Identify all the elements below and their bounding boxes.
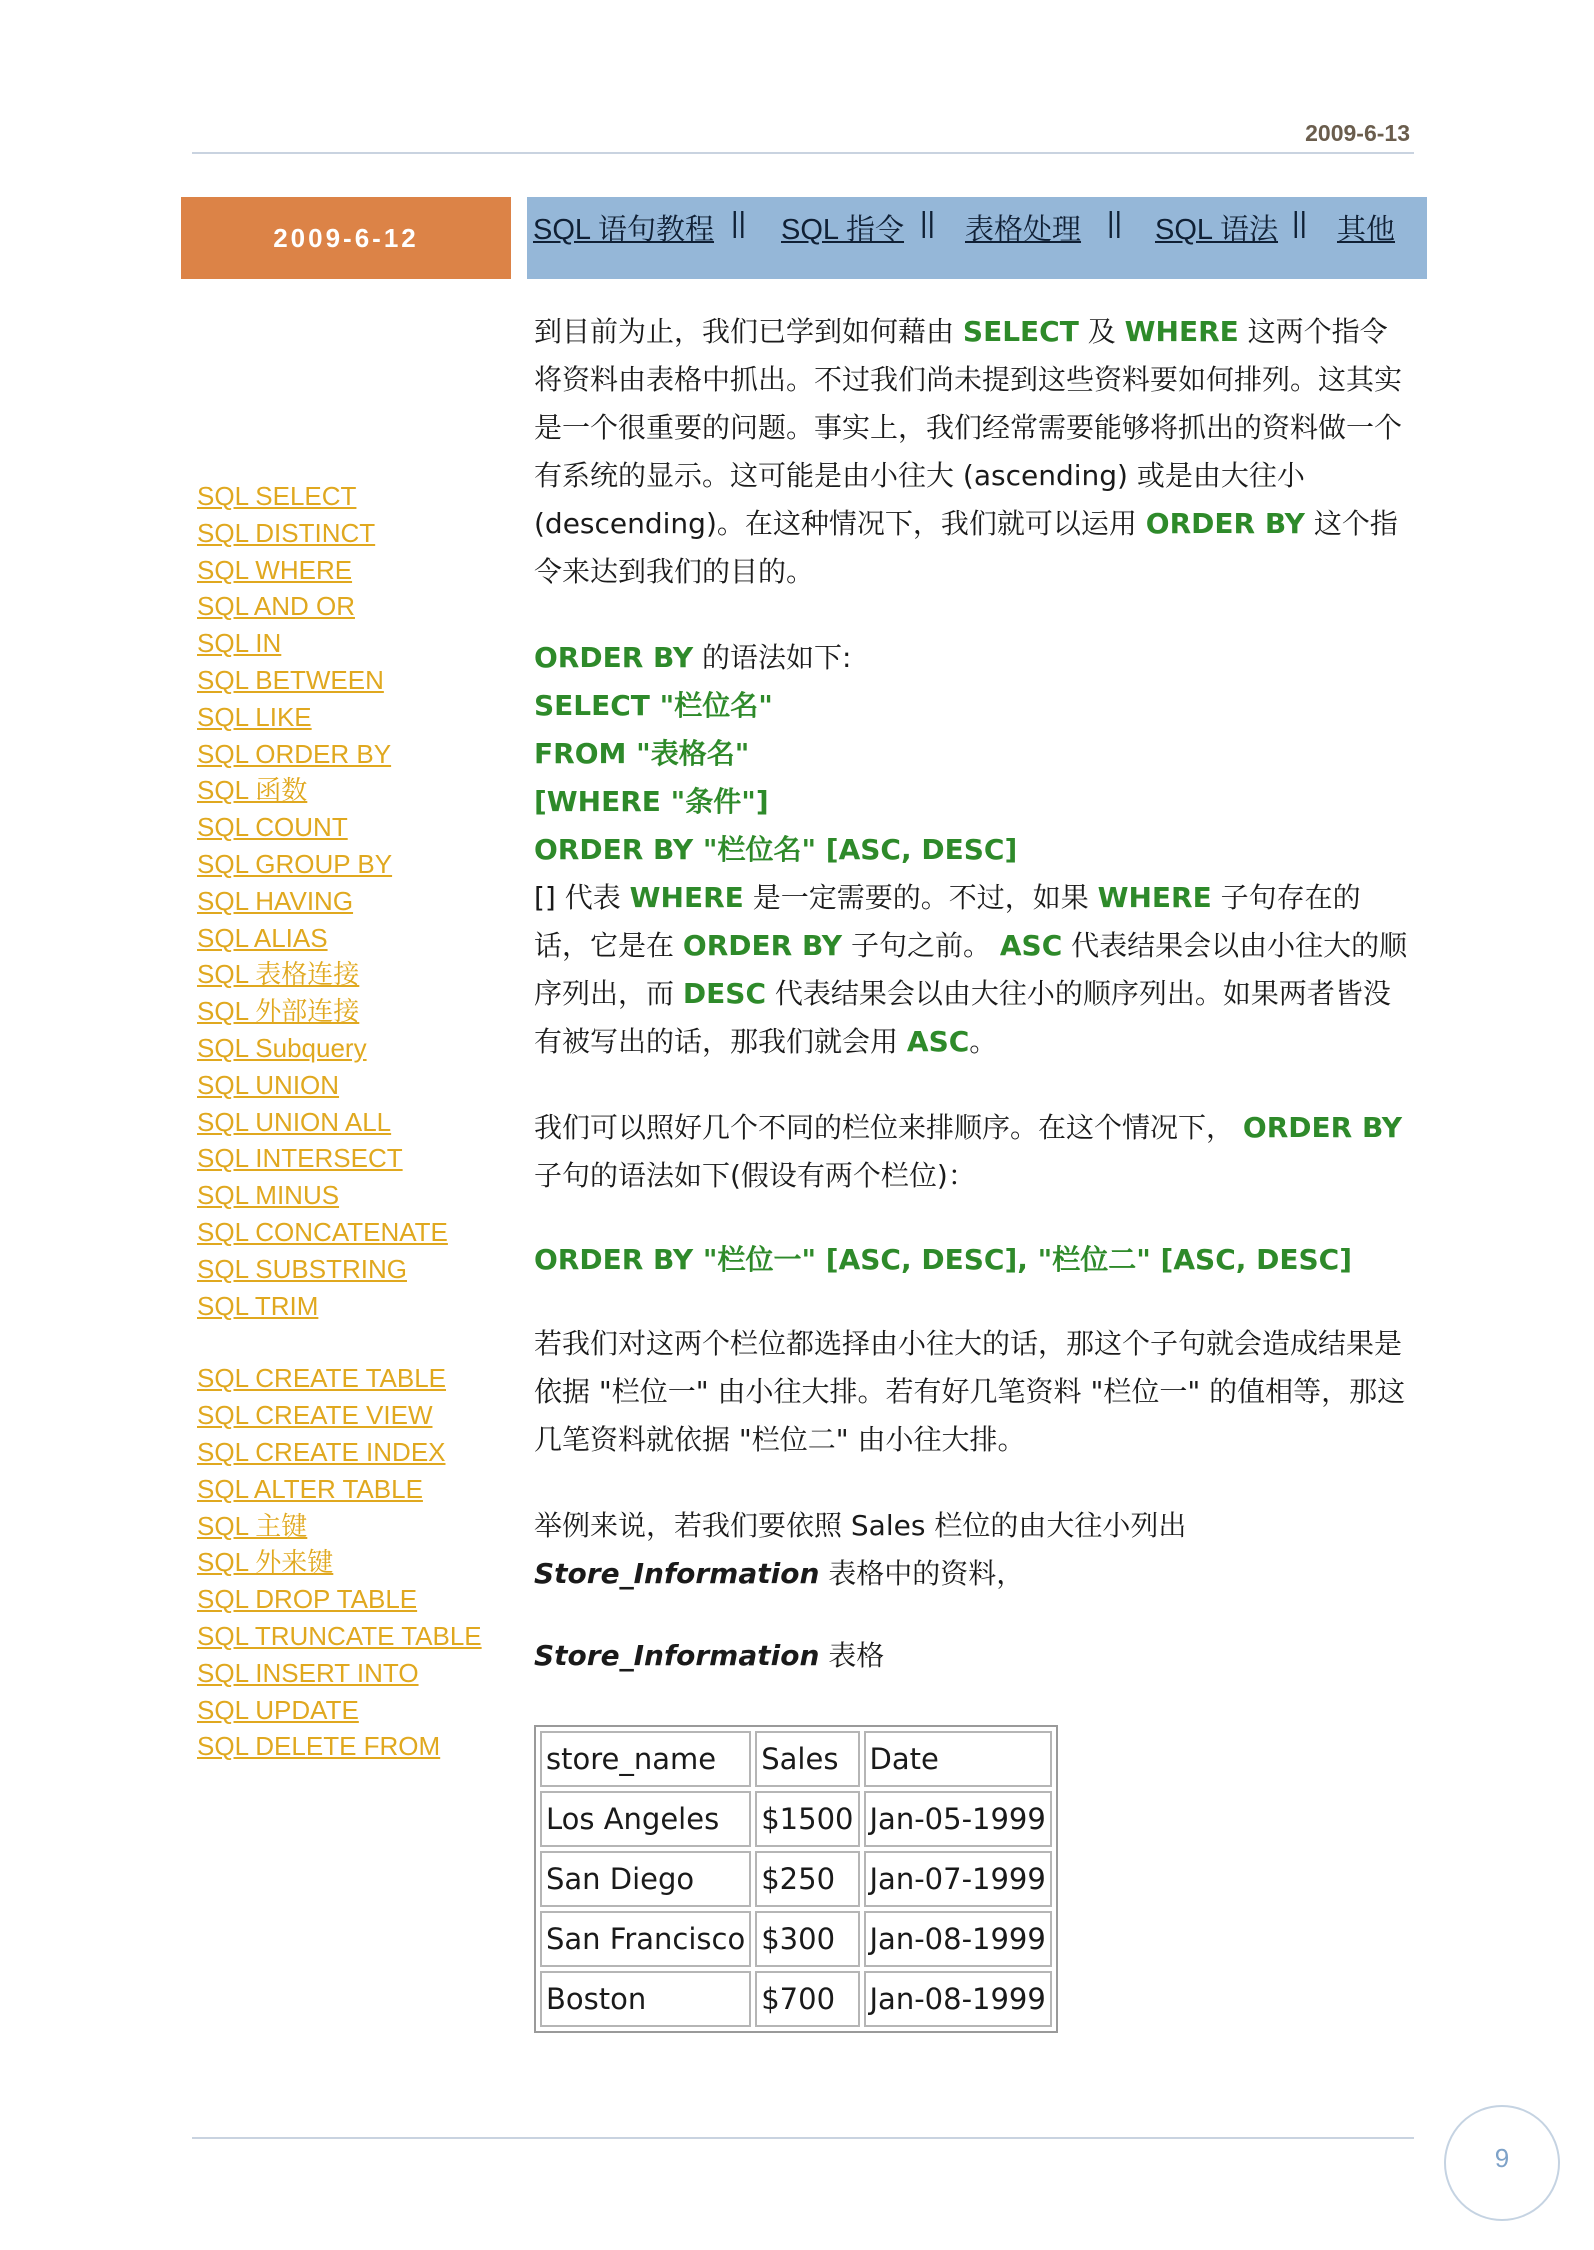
syntax-line-select: SELECT "栏位名" [534, 689, 773, 722]
sidebar-nav [197, 478, 487, 1765]
header-rule [192, 152, 1414, 154]
table-cell: $1500 [755, 1791, 859, 1847]
sidebar-link[interactable]: SQL AND OR [197, 591, 355, 622]
sidebar-gap [197, 1324, 487, 1360]
syntax-intro: ORDER BY 的语法如下: [534, 641, 852, 674]
nav-bar [527, 197, 1427, 279]
table-header-row [540, 1731, 1052, 1787]
page-number: 9 [1494, 2143, 1510, 2173]
table-header-cell: Date [864, 1731, 1052, 1787]
nav-separator: || [731, 207, 747, 239]
table-cell: $250 [755, 1851, 859, 1907]
sidebar-link[interactable]: SQL IN [197, 628, 282, 659]
sidebar-link[interactable]: SQL MINUS [197, 1180, 340, 1211]
table-cell: Jan-08-1999 [864, 1971, 1052, 2027]
sidebar-link[interactable]: SQL BETWEEN [197, 664, 384, 695]
sidebar-link[interactable]: SQL CREATE VIEW [197, 1400, 433, 1431]
sidebar-link[interactable]: SQL 表格连接 [197, 959, 360, 990]
sidebar-link[interactable]: SQL 主键 [197, 1510, 308, 1541]
sidebar-link[interactable]: SQL GROUP BY [197, 848, 393, 879]
sidebar-link[interactable]: SQL CONCATENATE [197, 1216, 448, 1247]
sort-explanation-paragraph: 若我们对这两个栏位都选择由小往大的话，那这个子句就会造成结果是依据 "栏位一" 由小往大排。若有好几笔资料 "栏位一" 的值相等，那这几笔资料就依据 "栏位二" 由小往大排。 [534, 1327, 1406, 1456]
table-row [540, 1971, 1052, 2027]
sidebar-link[interactable]: SQL UNION ALL [197, 1106, 392, 1137]
table-cell: $300 [755, 1911, 859, 1967]
sidebar-link[interactable]: SQL HAVING [197, 885, 354, 916]
sidebar-link[interactable]: SQL UPDATE [197, 1694, 359, 1725]
main-content [534, 308, 1414, 1680]
sidebar-link[interactable]: SQL LIKE [197, 701, 312, 732]
syntax-line-from: FROM "表格名" [534, 737, 750, 770]
sidebar-link[interactable]: SQL INTERSECT [197, 1143, 403, 1174]
sidebar-link[interactable]: SQL CREATE INDEX [197, 1436, 446, 1467]
table-cell: San Francisco [540, 1911, 751, 1967]
nav-link-tables[interactable]: 表格处理 [965, 214, 1082, 246]
sidebar-link[interactable]: SQL ALTER TABLE [197, 1473, 423, 1504]
intro-paragraph: 到目前为止，我们已学到如何藉由 SELECT 及 WHERE 这两个指令将资料由表格中抓出。不过我们尚未提到这些资料要如何排列。这其实是一个很重要的问题。事实上，我们经常需要能够将抓出的资料做一个有系统的显示。这可能是由小往大 (ascending) 或是由大往小 (descending)。在这种情况下，我们就可以运用 ORDER BY 这个指令来达到我们的目的。 [534, 315, 1403, 588]
table-row [540, 1791, 1052, 1847]
date-block: 2009-6-12 [181, 197, 511, 279]
sidebar-link[interactable]: SQL Subquery [197, 1032, 367, 1063]
table-cell: Jan-08-1999 [864, 1911, 1052, 1967]
table-caption: Store_Information 表格 [534, 1639, 885, 1672]
sidebar-link[interactable]: SQL SUBSTRING [197, 1253, 407, 1284]
sidebar-link[interactable]: SQL TRUNCATE TABLE [197, 1620, 482, 1651]
sidebar-link[interactable]: SQL DELETE FROM [197, 1731, 441, 1762]
table-row [540, 1911, 1052, 1967]
table-cell: Jan-05-1999 [864, 1791, 1052, 1847]
sidebar-link[interactable]: SQL SELECT [197, 481, 357, 511]
syntax-line-where: [WHERE "条件"] [534, 785, 769, 818]
store-information-table [534, 1725, 1058, 2033]
example-paragraph: 举例来说，若我们要依照 Sales 栏位的由大往小列出 Store_Information 表格中的资料， [534, 1509, 1187, 1590]
explanation-paragraph: [] 代表 WHERE 是一定需要的。不过，如果 WHERE 子句存在的话，它是在 ORDER BY 子句之前。 ASC 代表结果会以由小往大的顺序列出，而 DESC 代表结果会以由大往小的顺序列出。如果两者皆没有被写出的话，那我们就会用 ASC。 [534, 881, 1408, 1058]
multi-column-paragraph: 我们可以照好几个不同的栏位来排顺序。在这个情况下， ORDER BY 子句的语法如下(假设有两个栏位)： [534, 1111, 1403, 1192]
sidebar-link[interactable]: SQL WHERE [197, 554, 353, 585]
nav-link-tutorial[interactable]: SQL 语句教程 [533, 214, 715, 246]
nav-link-other[interactable]: 其他 [1337, 214, 1396, 246]
nav-separator: || [1292, 207, 1308, 239]
syntax-multi-column: ORDER BY "栏位一" [ASC, DESC], "栏位二" [ASC, DESC] [534, 1243, 1353, 1276]
sidebar-link[interactable]: SQL 外部连接 [197, 996, 360, 1027]
table-cell: $700 [755, 1971, 859, 2027]
sidebar-link[interactable]: SQL DROP TABLE [197, 1584, 418, 1615]
sidebar-link[interactable]: SQL 函数 [197, 775, 308, 806]
sidebar-link[interactable]: SQL INSERT INTO [197, 1657, 419, 1688]
sidebar-link[interactable]: SQL CREATE TABLE [197, 1363, 447, 1394]
table-header-cell: store_name [540, 1731, 751, 1787]
table-cell: San Diego [540, 1851, 751, 1907]
sidebar-link[interactable]: SQL TRIM [197, 1290, 319, 1321]
footer-rule [192, 2137, 1414, 2139]
nav-separator: || [1107, 207, 1123, 239]
nav-link-commands[interactable]: SQL 指令 [781, 214, 905, 246]
sidebar-link[interactable]: SQL DISTINCT [197, 517, 376, 548]
sidebar-link[interactable]: SQL ORDER BY [197, 738, 392, 769]
nav-link-syntax[interactable]: SQL 语法 [1155, 214, 1279, 246]
page-number-badge [1444, 2105, 1560, 2221]
nav-separator: || [920, 207, 936, 239]
table-cell: Los Angeles [540, 1791, 751, 1847]
sidebar-link[interactable]: SQL 外来键 [197, 1547, 334, 1578]
table-cell: Boston [540, 1971, 751, 2027]
syntax-line-orderby: ORDER BY "栏位名" [ASC, DESC] [534, 833, 1018, 866]
table-row [540, 1851, 1052, 1907]
table-header-cell: Sales [755, 1731, 859, 1787]
sidebar-link[interactable]: SQL COUNT [197, 812, 348, 843]
sidebar-link[interactable]: SQL ALIAS [197, 922, 328, 953]
sidebar-link[interactable]: SQL UNION [197, 1069, 340, 1100]
header-date: 2009-6-13 [1305, 120, 1410, 146]
table-cell: Jan-07-1999 [864, 1851, 1052, 1907]
